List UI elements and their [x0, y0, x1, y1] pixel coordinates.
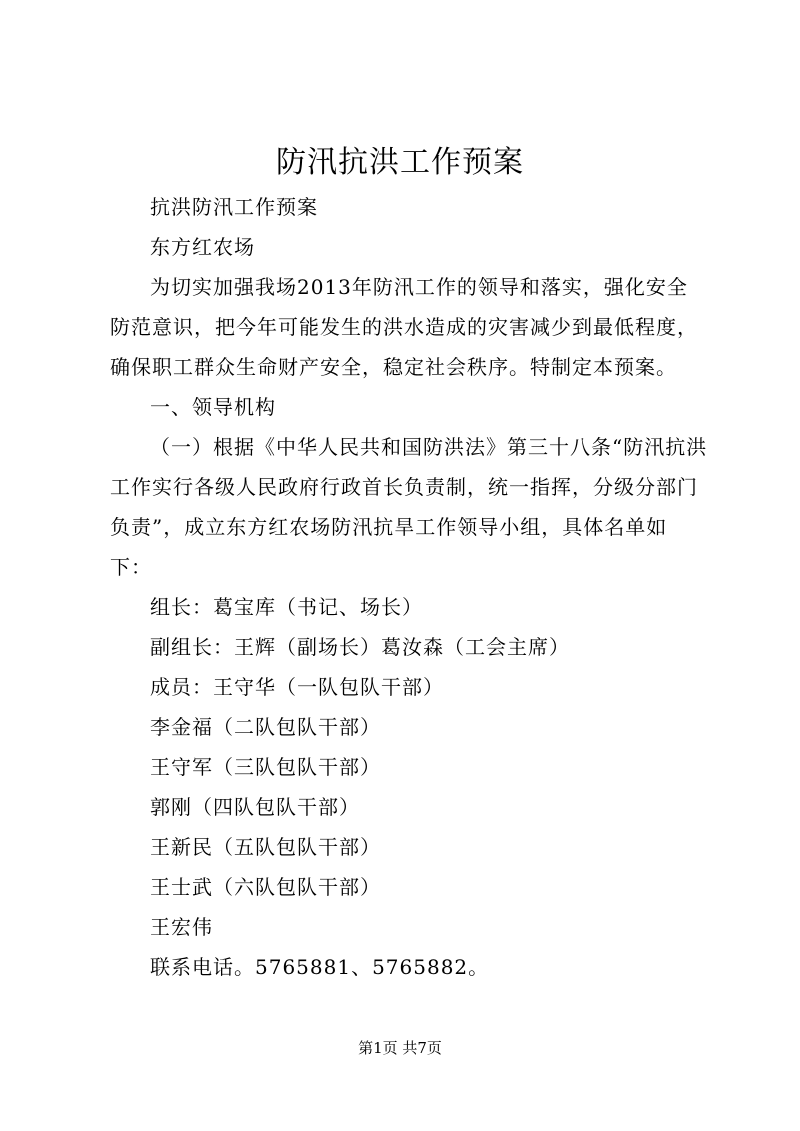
- member-list-item: 成员：王守华（一队包队干部）: [150, 675, 444, 699]
- member-list-item: 李金福（二队包队干部）: [150, 715, 381, 739]
- paragraph-subtitle: 抗洪防汛工作预案: [150, 195, 318, 219]
- section-heading-leadership: 一、领导机构: [150, 395, 276, 419]
- member-list-item: 王士武（六队包队干部）: [150, 875, 381, 899]
- paragraph-legal-basis: （一）根据《中华人民共和国防洪法》第三十八条“防汛抗洪工作实行各级人民政府行政首长负责制，统一指挥，分级分部门负责”，成立东方红农场防汛抗旱工作领导小组，具体名单如下：: [110, 435, 708, 579]
- member-list-item: 王新民（五队包队干部）: [150, 835, 381, 859]
- member-list-item: 王守军（三队包队干部）: [150, 755, 381, 779]
- member-list-item: 王宏伟: [150, 915, 213, 939]
- page-footer: 第1页 共7页: [358, 1039, 442, 1057]
- document-title: 防汛抗洪工作预案: [276, 145, 524, 180]
- document-body: [110, 187, 708, 987]
- paragraph-intro: 为切实加强我场2013年防汛工作的领导和落实，强化安全防范意识，把今年可能发生的洪水造成的灾害减少到最低程度，确保职工群众生命财产安全，稳定社会秩序。特制定本预案。: [110, 275, 698, 379]
- paragraph-organization: 东方红农场: [150, 235, 255, 259]
- contact-phone: 联系电话。5765881、5765882。: [150, 955, 490, 979]
- member-deputy-leaders: 副组长：王辉（副场长）葛汝森（工会主席）: [150, 635, 570, 659]
- member-list-item: 郭刚（四队包队干部）: [150, 795, 360, 819]
- member-leader: 组长：葛宝库（书记、场长）: [150, 595, 423, 619]
